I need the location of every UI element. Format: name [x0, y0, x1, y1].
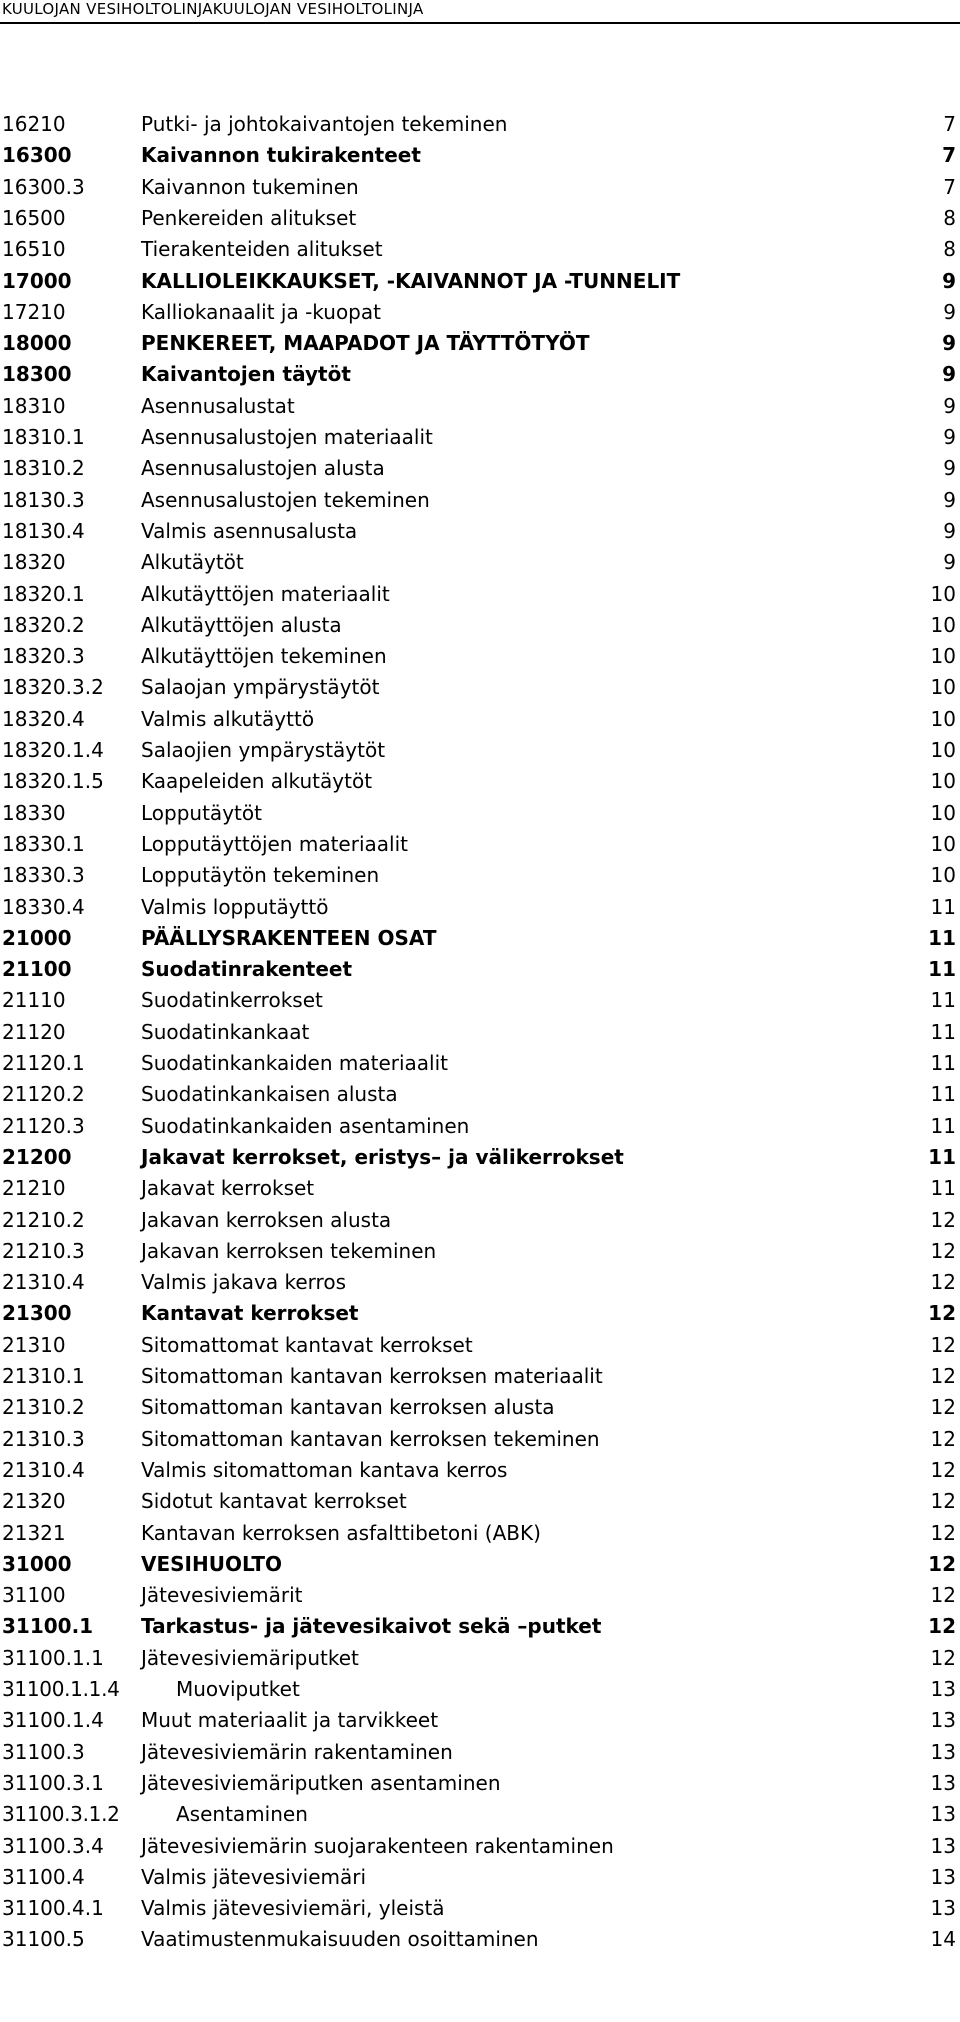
toc-entry[interactable]: [0, 139, 960, 171]
toc-entry[interactable]: [0, 515, 960, 547]
toc-entry-number: 18320.4: [2, 706, 85, 731]
toc-entry[interactable]: [0, 1047, 960, 1079]
toc-entry-page-number: 12: [930, 1520, 956, 1545]
toc-entry-title: Sitomattoman kantavan kerroksen tekeminen: [141, 1426, 600, 1451]
toc-entry-page-number: 11: [930, 1051, 956, 1075]
toc-entry-number: 31100.3.1.2: [2, 1802, 120, 1827]
toc-entry[interactable]: [0, 797, 960, 829]
toc-entry[interactable]: [0, 1110, 960, 1142]
toc-entry-title: Suodatinkerrokset: [141, 988, 323, 1013]
toc-entry-page-number: 12: [928, 1301, 956, 1326]
toc-entry-number: 17210: [2, 299, 66, 324]
toc-entry-number: 21300: [2, 1301, 72, 1326]
toc-entry-title: Valmis jätevesiviemäri: [141, 1864, 367, 1889]
toc-entry-title: Asennusalustat: [141, 393, 295, 418]
toc-entry-page-number: 8: [943, 205, 956, 230]
toc-entry[interactable]: [0, 1736, 960, 1768]
toc-entry-number: 18310.1: [2, 425, 85, 449]
toc-entry-title: Asentaminen: [176, 1802, 308, 1827]
toc-entry[interactable]: [0, 1141, 960, 1173]
toc-entry[interactable]: [0, 1204, 960, 1236]
toc-entry-number: 31100.1.4: [2, 1708, 104, 1733]
toc-entry[interactable]: [0, 390, 960, 422]
toc-entry-page-number: 13: [930, 1739, 956, 1764]
toc-entry-page-number: 11: [930, 1082, 956, 1107]
running-header: KUULOJAN VESIHOLTOLINJAKUULOJAN VESIHOLTOLINJA: [2, 0, 424, 18]
toc-entry-title: Asennusalustojen tekeminen: [141, 487, 430, 512]
toc-entry-number: 21210: [2, 1176, 66, 1201]
toc-entry-number: 16300.3: [2, 174, 85, 199]
toc-entry-number: 18310.2: [2, 456, 85, 481]
toc-entry-page-number: 9: [943, 487, 956, 512]
toc-entry-title: Jätevesiviemäriputket: [141, 1645, 359, 1670]
toc-entry-title: Alkutäyttöjen alusta: [141, 612, 342, 637]
toc-entry[interactable]: [0, 1673, 960, 1705]
toc-entry[interactable]: [0, 202, 960, 234]
toc-entry[interactable]: [0, 1517, 960, 1549]
toc-entry-title: KALLIOLEIKKAUKSET, -KAIVANNOT JA -TUNNELIT: [141, 268, 681, 293]
toc-entry[interactable]: [0, 1579, 960, 1611]
toc-entry-title: Asennusalustojen materiaalit: [141, 425, 433, 449]
toc-entry-title: Suodatinrakenteet: [141, 957, 353, 982]
toc-entry-page-number: 10: [930, 863, 956, 888]
toc-entry-title: Penkereiden alitukset: [141, 205, 357, 230]
toc-entry-page-number: 10: [930, 612, 956, 637]
toc-entry-page-number: 11: [930, 894, 956, 919]
toc-entry-page-number: 9: [942, 268, 956, 293]
toc-entry-number: 21200: [2, 1144, 72, 1169]
toc-entry-number: 31100: [2, 1583, 66, 1608]
toc-entry-number: 31100.3.4: [2, 1833, 104, 1858]
toc-entry-number: 21310.4: [2, 1457, 85, 1482]
toc-entry-title: Alkutäyttöjen materiaalit: [141, 581, 390, 606]
toc-entry-title: Tarkastus- ja jätevesikaivot sekä –putket: [141, 1614, 602, 1639]
toc-entry-page-number: 9: [942, 362, 956, 387]
toc-entry[interactable]: [0, 108, 960, 140]
toc-entry-page-number: 9: [943, 456, 956, 481]
toc-entry[interactable]: [0, 1423, 960, 1455]
toc-entry-page-number: 12: [928, 1551, 956, 1576]
toc-entry-number: 18320.1.5: [2, 769, 104, 794]
toc-entry-page-number: 7: [943, 174, 956, 199]
toc-entry-title: Muoviputket: [176, 1677, 300, 1701]
toc-entry-number: 21120: [2, 1019, 66, 1044]
toc-entry[interactable]: [0, 1078, 960, 1110]
toc-entry-title: Alkutäyttöjen tekeminen: [141, 644, 387, 669]
toc-entry-title: Kalliokanaalit ja -kuopat: [141, 299, 381, 324]
toc-entry-number: 31100.4.1: [2, 1896, 104, 1921]
toc-entry-page-number: 12: [930, 1270, 956, 1295]
toc-entry[interactable]: [0, 1767, 960, 1799]
toc-entry-page-number: 11: [928, 925, 956, 950]
toc-entry[interactable]: [0, 734, 960, 766]
toc-entry-page-number: 12: [930, 1364, 956, 1388]
toc-entry-page-number: 13: [930, 1896, 956, 1921]
toc-entry-page-number: 11: [930, 1113, 956, 1138]
toc-entry-title: Sidotut kantavat kerrokset: [141, 1489, 407, 1514]
toc-entry-number: 21310: [2, 1332, 66, 1357]
toc-entry-page-number: 13: [930, 1770, 956, 1795]
toc-entry[interactable]: [0, 578, 960, 610]
toc-entry-title: Jätevesiviemärin rakentaminen: [141, 1739, 453, 1764]
toc-entry[interactable]: [0, 546, 960, 578]
toc-entry-title: PENKEREET, MAAPADOT JA TÄYTTÖTYÖT: [141, 331, 590, 356]
toc-entry[interactable]: [0, 922, 960, 954]
toc-entry-title: Valmis jakava kerros: [141, 1270, 346, 1295]
toc-entry-page-number: 12: [930, 1207, 956, 1232]
toc-entry-number: 31000: [2, 1551, 72, 1576]
toc-entry[interactable]: [0, 1642, 960, 1674]
toc-entry-number: 31100.3.1: [2, 1770, 104, 1795]
toc-entry-page-number: 9: [943, 550, 956, 575]
toc-entry-title: Valmis lopputäyttö: [141, 894, 329, 919]
toc-entry-number: 18310: [2, 393, 66, 418]
toc-entry-number: 17000: [2, 268, 72, 293]
toc-entry-page-number: 12: [930, 1238, 956, 1263]
toc-entry-page-number: 10: [930, 800, 956, 825]
toc-entry-page-number: 12: [930, 1426, 956, 1451]
toc-entry-number: 16500: [2, 205, 66, 230]
toc-entry-number: 18320.3: [2, 644, 85, 669]
toc-entry-title: Jakavat kerrokset, eristys– ja välikerrokset: [141, 1144, 624, 1169]
toc-entry[interactable]: [0, 640, 960, 672]
toc-entry[interactable]: [0, 1266, 960, 1298]
toc-entry-number: 18330.3: [2, 863, 85, 888]
toc-entry-title: Suodatinkankaat: [141, 1019, 310, 1044]
toc-entry-title: Jakavat kerrokset: [141, 1176, 315, 1201]
toc-entry-title: Jätevesiviemärit: [141, 1583, 303, 1608]
toc-entry-number: 31100.1.1: [2, 1645, 104, 1670]
toc-entry-title: VESIHUOLTO: [141, 1551, 283, 1576]
toc-entry[interactable]: [0, 265, 960, 297]
toc-entry-title: Muut materiaalit ja tarvikkeet: [141, 1708, 439, 1733]
toc-entry-title: Valmis alkutäyttö: [141, 706, 315, 731]
toc-entry-title: Vaatimustenmukaisuuden osoittaminen: [141, 1927, 539, 1952]
toc-entry[interactable]: [0, 484, 960, 516]
toc-entry-number: 21120.2: [2, 1082, 85, 1107]
toc-entry[interactable]: [0, 171, 960, 203]
toc-entry[interactable]: [0, 327, 960, 359]
toc-entry-number: 21120.1: [2, 1051, 85, 1075]
toc-entry-page-number: 13: [930, 1833, 956, 1858]
toc-entry-number: 21310.4: [2, 1270, 85, 1295]
toc-entry[interactable]: [0, 1704, 960, 1736]
toc-entry-number: 18320.2: [2, 612, 85, 637]
toc-entry-number: 18320: [2, 550, 66, 575]
toc-entry-number: 31100.1: [2, 1614, 94, 1639]
toc-entry[interactable]: [0, 1172, 960, 1204]
toc-entry-page-number: 14: [930, 1927, 956, 1952]
toc-entry[interactable]: [0, 421, 960, 453]
toc-entry-page-number: 11: [930, 1019, 956, 1044]
toc-entry-page-number: 11: [928, 1144, 956, 1169]
toc-entry-page-number: 9: [943, 425, 956, 449]
toc-entry-page-number: 12: [930, 1457, 956, 1482]
toc-entry-title: Kantavan kerroksen asfalttibetoni (ABK): [141, 1520, 541, 1545]
toc-entry-title: Lopputäyttöjen materiaalit: [141, 831, 408, 856]
toc-entry-page-number: 9: [943, 393, 956, 418]
toc-entry-title: Kaivannon tukirakenteet: [141, 143, 421, 168]
toc-entry-title: Jakavan kerroksen alusta: [141, 1207, 392, 1232]
toc-entry-page-number: 10: [930, 831, 956, 856]
toc-entry[interactable]: [0, 828, 960, 860]
toc-entry-page-number: 7: [943, 112, 956, 136]
toc-entry-title: Kaivantojen täytöt: [141, 362, 351, 387]
toc-entry-title: Lopputäytöt: [141, 800, 262, 825]
toc-entry[interactable]: [0, 1454, 960, 1486]
toc-entry-page-number: 11: [930, 1176, 956, 1201]
toc-entry-number: 16210: [2, 112, 66, 136]
toc-entry-title: Valmis jätevesiviemäri, yleistä: [141, 1896, 445, 1921]
toc-entry-title: Salaojien ympärystäytöt: [141, 738, 386, 762]
toc-entry[interactable]: [0, 671, 960, 703]
toc-entry-title: Jakavan kerroksen tekeminen: [141, 1238, 437, 1263]
toc-entry-number: 21000: [2, 925, 72, 950]
toc-entry-number: 21210.3: [2, 1238, 85, 1263]
toc-entry-number: 18130.3: [2, 487, 85, 512]
toc-entry[interactable]: [0, 1923, 960, 1955]
toc-entry-title: Asennusalustojen alusta: [141, 456, 385, 481]
toc-entry-number: 21120.3: [2, 1113, 85, 1138]
toc-entry[interactable]: [0, 1548, 960, 1580]
toc-entry-page-number: 12: [930, 1395, 956, 1420]
toc-entry-number: 16300: [2, 143, 72, 168]
toc-entry-page-number: 10: [930, 769, 956, 794]
toc-entry[interactable]: [0, 609, 960, 641]
toc-entry[interactable]: [0, 1485, 960, 1517]
toc-entry-page-number: 13: [930, 1864, 956, 1889]
toc-entry-title: Kantavat kerrokset: [141, 1301, 359, 1326]
toc-entry-page-number: 12: [930, 1645, 956, 1670]
toc-entry-title: Valmis sitomattoman kantava kerros: [141, 1457, 508, 1482]
toc-entry-number: 21310.1: [2, 1364, 85, 1388]
toc-entry-page-number: 11: [928, 957, 956, 982]
toc-entry[interactable]: [0, 1798, 960, 1830]
toc-entry-page-number: 12: [930, 1489, 956, 1514]
toc-entry-page-number: 13: [930, 1802, 956, 1827]
toc-entry-title: Suodatinkankaisen alusta: [141, 1082, 398, 1107]
toc-entry-title: Tierakenteiden alitukset: [141, 237, 383, 262]
toc-entry-number: 18000: [2, 331, 72, 356]
toc-entry-title: Suodatinkankaiden materiaalit: [141, 1051, 449, 1075]
toc-entry-number: 18300: [2, 362, 72, 387]
toc-entry-title: Salaojan ympärystäytöt: [141, 675, 380, 700]
toc-entry[interactable]: [0, 233, 960, 265]
toc-entry-number: 21110: [2, 988, 66, 1013]
toc-entry-page-number: 9: [943, 299, 956, 324]
toc-entry[interactable]: [0, 1830, 960, 1862]
toc-entry-page-number: 10: [930, 644, 956, 669]
toc-entry-title: Sitomattoman kantavan kerroksen alusta: [141, 1395, 555, 1420]
toc-entry-page-number: 13: [930, 1677, 956, 1701]
toc-entry[interactable]: [0, 1892, 960, 1924]
toc-entry-page-number: 10: [930, 738, 956, 762]
toc-entry[interactable]: [0, 296, 960, 328]
toc-entry[interactable]: [0, 859, 960, 891]
toc-entry-number: 21310.2: [2, 1395, 85, 1420]
toc-entry-number: 18320.1.4: [2, 738, 104, 762]
toc-entry-title: Kaapeleiden alkutäytöt: [141, 769, 373, 794]
toc-entry-page-number: 10: [930, 581, 956, 606]
toc-entry-page-number: 10: [930, 675, 956, 700]
toc-entry-title: Suodatinkankaiden asentaminen: [141, 1113, 470, 1138]
toc-entry[interactable]: [0, 452, 960, 484]
toc-entry-page-number: 11: [930, 988, 956, 1013]
toc-entry-page-number: 7: [942, 143, 956, 168]
toc-entry-page-number: 9: [942, 331, 956, 356]
toc-entry-page-number: 12: [930, 1583, 956, 1608]
toc-entry-page-number: 12: [928, 1614, 956, 1639]
toc-entry[interactable]: [0, 765, 960, 797]
toc-entry[interactable]: [0, 1610, 960, 1642]
toc-entry[interactable]: [0, 358, 960, 390]
toc-entry[interactable]: [0, 1297, 960, 1329]
toc-entry-number: 18330: [2, 800, 66, 825]
toc-entry-number: 31100.3: [2, 1739, 85, 1764]
toc-entry-title: Alkutäytöt: [141, 550, 244, 575]
toc-entry[interactable]: [0, 1016, 960, 1048]
toc-entry-number: 31100.4: [2, 1864, 85, 1889]
toc-entry-title: Kaivannon tukeminen: [141, 174, 359, 199]
toc-entry-title: Valmis asennusalusta: [141, 518, 358, 543]
toc-entry[interactable]: [0, 1235, 960, 1267]
header-rule: [0, 22, 960, 24]
toc-entry-title: Sitomattomat kantavat kerrokset: [141, 1332, 473, 1357]
toc-entry-page-number: 12: [930, 1332, 956, 1357]
toc-entry-page-number: 13: [930, 1708, 956, 1733]
toc-entry-number: 21321: [2, 1520, 66, 1545]
toc-entry-number: 18130.4: [2, 518, 85, 543]
toc-entry-page-number: 10: [930, 706, 956, 731]
toc-entry-title: Jätevesiviemärin suojarakenteen rakentaminen: [141, 1833, 614, 1858]
toc-entry[interactable]: [0, 1360, 960, 1392]
toc-entry-title: Lopputäytön tekeminen: [141, 863, 380, 888]
toc-entry-number: 18330.1: [2, 831, 85, 856]
toc-entry[interactable]: [0, 891, 960, 923]
toc-entry-number: 18320.3.2: [2, 675, 104, 700]
toc-entry-number: 31100.1.1.4: [2, 1677, 120, 1701]
toc-entry[interactable]: [0, 1329, 960, 1361]
toc-entry-page-number: 8: [943, 237, 956, 262]
toc-entry-number: 21310.3: [2, 1426, 85, 1451]
toc-entry-page-number: 9: [943, 518, 956, 543]
toc-entry[interactable]: [0, 1391, 960, 1423]
toc-entry-number: 21320: [2, 1489, 66, 1514]
toc-entry-number: 18330.4: [2, 894, 85, 919]
toc-entry[interactable]: [0, 1861, 960, 1893]
toc-entry-title: Putki- ja johtokaivantojen tekeminen: [141, 112, 508, 136]
toc-entry-number: 31100.5: [2, 1927, 85, 1952]
toc-entry[interactable]: [0, 953, 960, 985]
toc-entry-title: Sitomattoman kantavan kerroksen materiaalit: [141, 1364, 603, 1388]
toc-entry-number: 18320.1: [2, 581, 85, 606]
toc-entry-number: 21100: [2, 957, 72, 982]
toc-entry[interactable]: [0, 703, 960, 735]
toc-entry[interactable]: [0, 984, 960, 1016]
toc-entry-number: 16510: [2, 237, 66, 262]
toc-entry-title: Jätevesiviemäriputken asentaminen: [141, 1770, 501, 1795]
toc-entry-number: 21210.2: [2, 1207, 85, 1232]
toc-entry-title: PÄÄLLYSRAKENTEEN OSAT: [141, 925, 437, 950]
